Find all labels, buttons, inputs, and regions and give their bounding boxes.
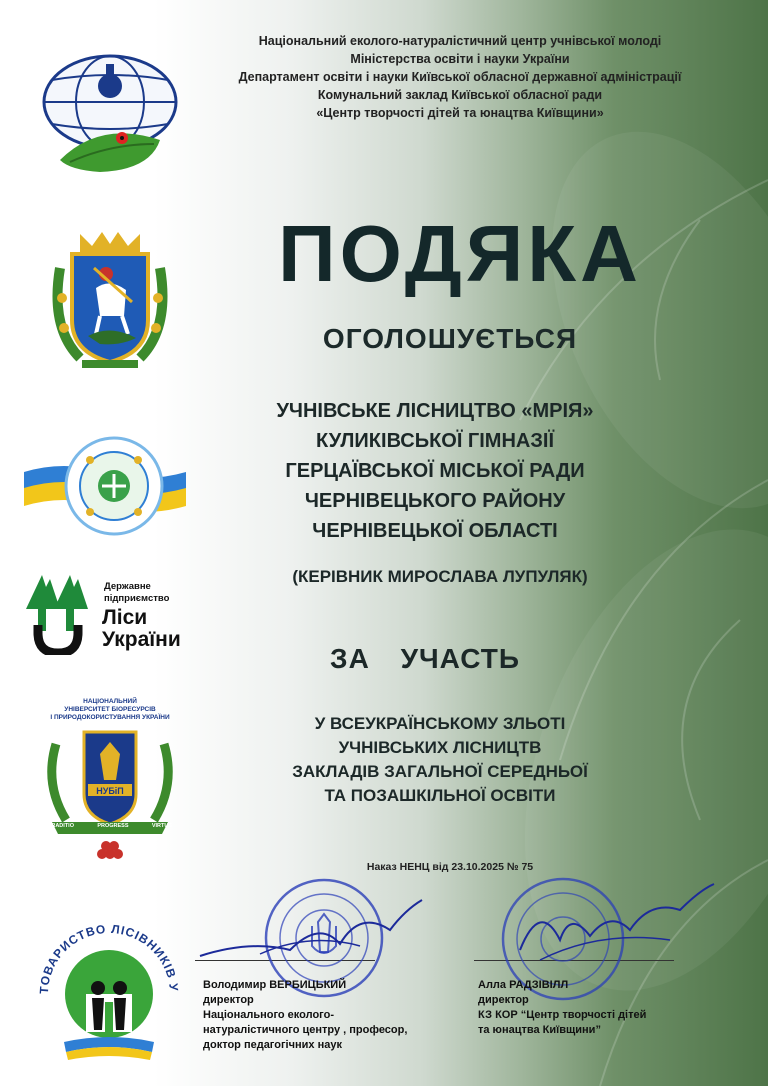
event-line-4: ТА ПОЗАШКІЛЬНОЇ ОСВІТИ: [324, 786, 556, 805]
nubip-top-line3: І ПРИРОДОКОРИСТУВАННЯ УКРАЇНИ: [50, 714, 170, 721]
event-line-2: УЧНІВСЬКИХ ЛІСНИЦТВ: [338, 738, 542, 757]
recipient-line-1: УЧНІВСЬКЕ ЛІСНИЦТВО «МРІЯ»: [276, 400, 594, 422]
nubip-ribbon-3: VIRTUS: [151, 823, 172, 829]
event-line-3: ЗАКЛАДІВ ЗАГАЛЬНОЇ СЕРЕДНЬОЇ: [292, 762, 588, 781]
lisy-big-line1: Ліси: [102, 606, 148, 629]
leader-text: (КЕРІВНИК МИРОСЛАВА ЛУПУЛЯК): [292, 567, 588, 586]
signatory-right-org-2: та юнацтва Київщини”: [478, 1024, 601, 1036]
nubip-top-line1: НАЦІОНАЛЬНИЙ: [83, 698, 137, 705]
document-title: ПОДЯКА: [278, 209, 642, 298]
nubip-ribbon-2: PROGRESS: [97, 823, 129, 829]
header-line-2: Міністерства освіти і науки України: [350, 52, 570, 66]
for-participation-text: ЗА УЧАСТЬ: [330, 643, 520, 674]
recipient-line-4: ЧЕРНІВЕЦЬКОГО РАЙОНУ: [304, 490, 566, 512]
header-line-5: «Центр творчості дітей та юнацтва Київщини»: [316, 106, 604, 120]
signatory-right: [478, 978, 708, 1038]
signatory-left-org-1: Національного еколого-: [203, 1009, 334, 1021]
recipient-line-3: ГЕРЦАЇВСЬКОЇ МІСЬКОЇ РАДИ: [285, 460, 585, 482]
lisy-ukrainy-tree-icon: [22, 575, 98, 655]
recipient-block: [220, 396, 650, 546]
lisy-small-line2: підприємство: [104, 593, 170, 604]
signatory-left-org-2: натуралістичного центру , професор,: [203, 1024, 408, 1036]
lisy-small-line1: Державне: [104, 581, 151, 592]
signatory-left-org-3: доктор педагогічних наук: [203, 1039, 342, 1051]
foresters-society-logo: [34, 906, 184, 1066]
header-line-1: Національний еколого-натуралістичний центр учнівської молоді: [258, 34, 662, 48]
event-line-1: У ВСЕУКРАЇНСЬКОМУ ЗЛЬОТІ: [314, 714, 566, 733]
issuer-header: [200, 32, 720, 122]
nubip-logo: [40, 698, 180, 860]
eco-center-logo: [30, 40, 190, 180]
lisy-big-line2: України: [102, 628, 181, 651]
creativity-center-logo: [24, 434, 186, 538]
society-arc-text: ТОВАРИСТВО ЛІСІВНИКІВ У: [36, 921, 182, 995]
nubip-shield-text: НУБіП: [96, 786, 124, 796]
signature-left-icon: [190, 880, 430, 970]
header-line-3: Департамент освіти і науки Київської обласної державної адміністрації: [238, 70, 682, 84]
order-reference: Наказ НЕНЦ від 23.10.2025 № 75: [366, 861, 534, 873]
recipient-line-5: ЧЕРНІВЕЦЬКОЇ ОБЛАСТІ: [312, 520, 558, 542]
nubip-ribbon-1: TRADITIO: [48, 823, 74, 829]
announce-text: ОГОЛОШУЄТЬСЯ: [322, 323, 578, 354]
kyiv-oblast-coat-of-arms: [40, 228, 180, 380]
event-block: [230, 712, 650, 808]
signatory-left-position: директор: [203, 994, 254, 1006]
signature-right-icon: [500, 880, 720, 980]
signatory-left-name: Володимир ВЕРБИЦЬКИЙ: [203, 979, 347, 991]
recipient-line-2: КУЛИКІВСЬКОЇ ГІМНАЗІЇ: [316, 430, 554, 452]
header-line-4: Комунальний заклад Київської обласної ради: [317, 88, 603, 102]
foresters-society-emblem: [34, 906, 184, 1066]
signatory-left: [203, 978, 463, 1053]
signatory-right-org-1: КЗ КОР “Центр творчості дітей: [478, 1009, 647, 1021]
signatory-right-position: директор: [478, 994, 529, 1006]
nubip-top-line2: УНІВЕРСИТЕТ БІОРЕСУРСІВ: [64, 706, 156, 713]
signatory-right-name: Алла РАДЗІВІЛЛ: [478, 979, 569, 991]
lisy-ukrainy-logo: [22, 575, 202, 655]
